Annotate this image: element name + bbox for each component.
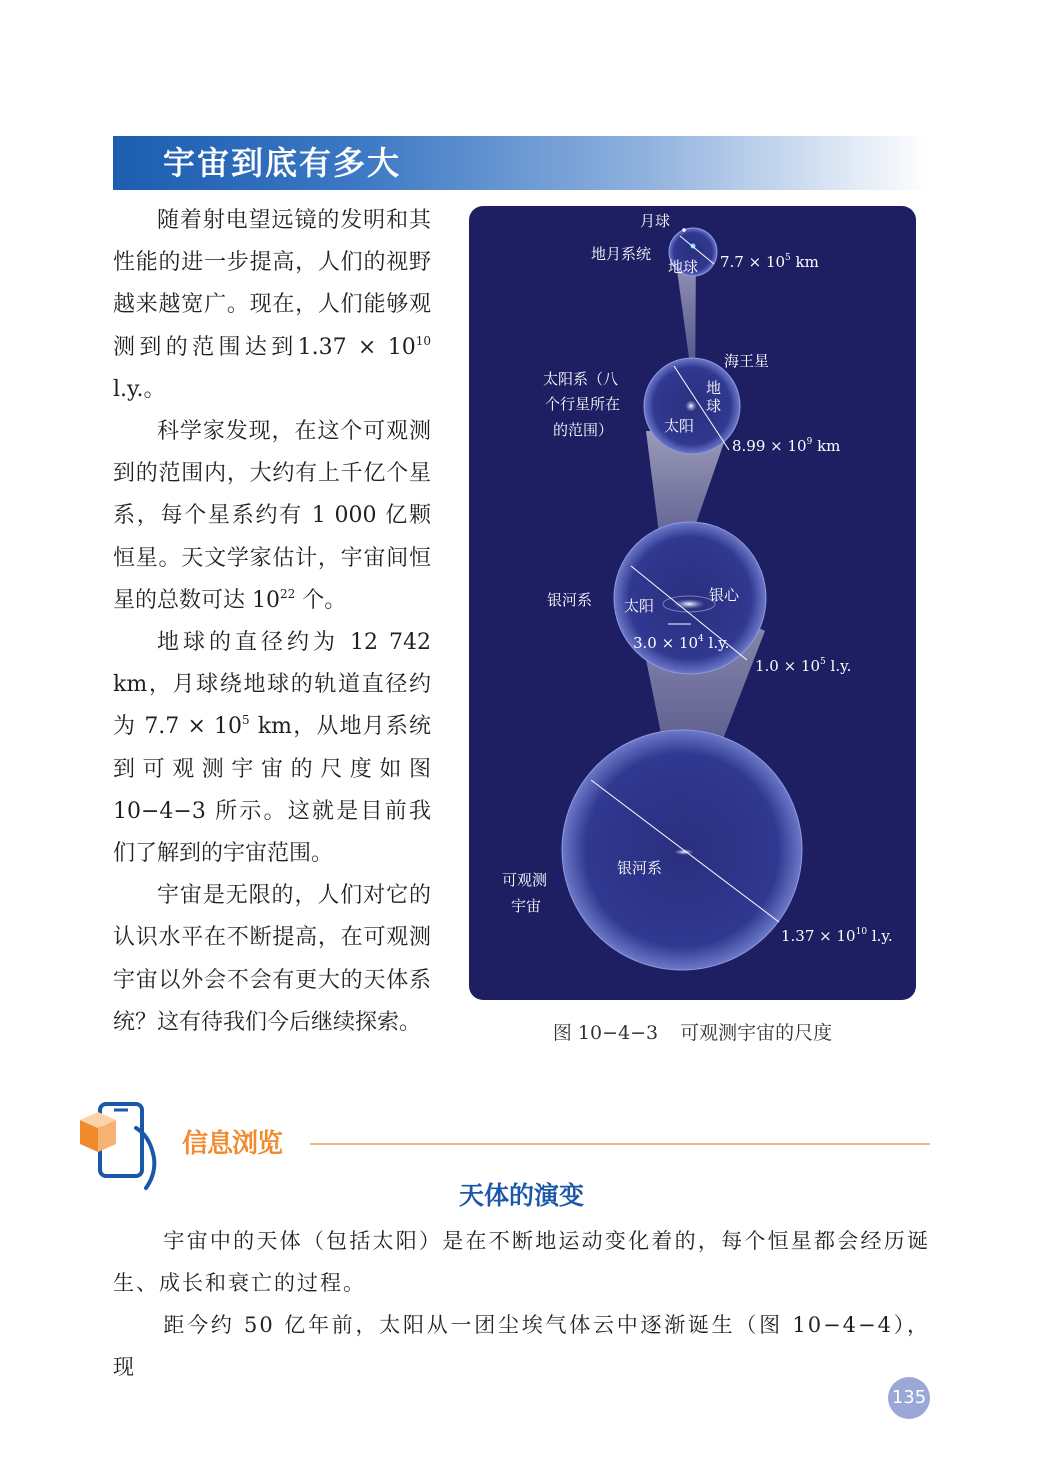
section-title: 宇宙到底有多大	[163, 144, 402, 182]
moon-dot	[682, 228, 686, 232]
label-milky-way: 银河系	[547, 591, 593, 609]
label-d4: $1.0 \times 10^5$ l.y.	[755, 657, 852, 675]
info-subtitle: 天体的演变	[458, 1181, 584, 1210]
label-solar-system-1: 太阳系（八	[543, 370, 619, 388]
label-observable-2: 宇宙	[511, 897, 542, 915]
paragraph-4: 宇宙是无限的，人们对它的认识水平在不断提高，在可观测宇宙以外会不会有更大的天体系统？这有待我们今后继续探索。	[113, 883, 431, 1035]
info-body-text	[113, 1220, 930, 1388]
label-solar-system-2: 个行星所在	[545, 395, 621, 413]
label-d1: $7.7 \times 10^5$ km	[720, 253, 819, 271]
label-earth-v2: 球	[706, 397, 722, 415]
label-sun: 太阳	[664, 417, 695, 435]
paragraph-3: 地球的直径约为 12 742 km，月球绕地球的轨道直径约为 $7.7 \times 10^5$ km，从地月系统到可观测宇宙的尺度如图 10−4−3 所示。这就是目前我们了解到的宇宙范围。	[113, 630, 431, 867]
info-browse-title: 信息浏览	[182, 1129, 283, 1159]
label-moon: 月球	[640, 212, 671, 230]
label-earth-moon-system: 地月系统	[591, 245, 652, 263]
label-d3: $3.0 \times 10^4$ l.y.	[633, 634, 730, 652]
paragraph-2: 科学家发现，在这个可观测到的范围内，大约有上千亿个星系，每个星系约有 1 000 亿颗恒星。天文学家估计，宇宙间恒星的总数可达 $10^{22}$ 个。	[113, 419, 431, 613]
label-galactic-center: 银心	[709, 586, 740, 604]
info-paragraph-2: 距今约 50 亿年前，太阳从一团尘埃气体云中逐渐诞生（图 10−4−4），现	[113, 1313, 930, 1379]
label-neptune: 海王星	[724, 352, 770, 370]
label-earth-v1: 地	[706, 379, 722, 397]
label-observable-1: 可观测	[502, 871, 548, 889]
label-solar-system-3: 的范围）	[553, 421, 614, 439]
info-divider	[310, 1143, 930, 1145]
observable-universe-figure	[469, 206, 916, 1000]
sun-dot	[685, 400, 697, 412]
label-milky-way-2: 银河系	[617, 859, 663, 877]
label-d5: $1.37 \times 10^{10}$ l.y.	[781, 927, 893, 945]
info-paragraph-1: 宇宙中的天体（包括太阳）是在不断地运动变化着的，每个恒星都会经历诞生、成长和衰亡的过程。	[113, 1229, 930, 1295]
label-d2: $8.99 \times 10^9$ km	[732, 437, 841, 455]
page-number: 135	[888, 1377, 930, 1419]
paragraph-1: 随着射电望远镜的发明和其性能的进一步提高，人们的视野越来越宽广。现在，人们能够观测到的范围达到$1.37 \times 10^{10}$ l.y.。	[113, 208, 431, 402]
label-sun-2: 太阳	[624, 597, 655, 615]
figure-caption: 图 10−4−3 可观测宇宙的尺度	[552, 1022, 833, 1044]
label-earth-small: 地球	[668, 258, 699, 276]
body-text	[113, 200, 431, 1044]
